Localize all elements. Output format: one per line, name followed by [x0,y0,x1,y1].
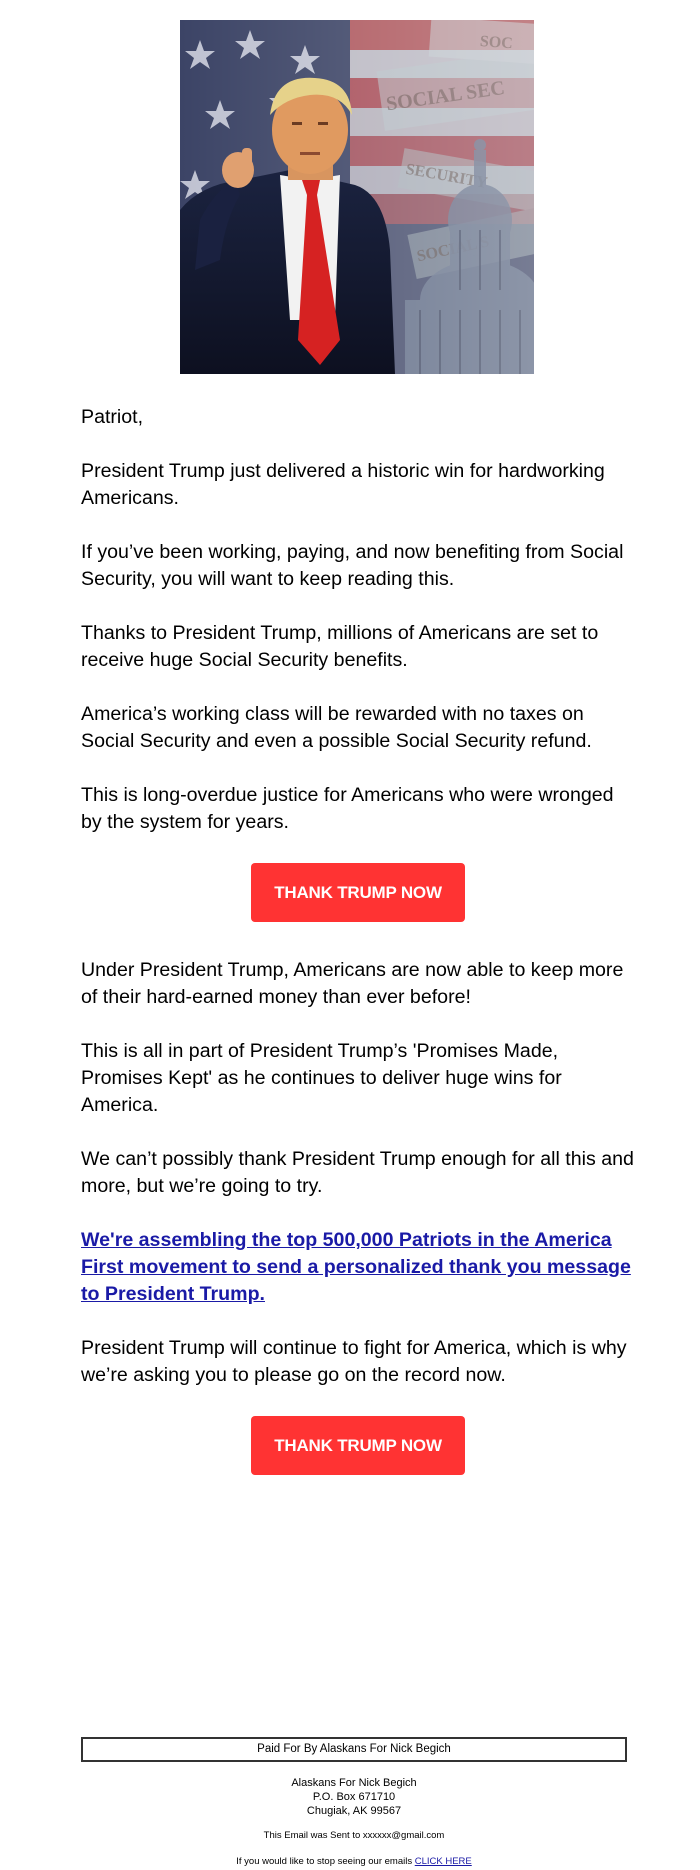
paragraph-keep-reading: If you’ve been working, paying, and now benefiting from Social Security, you will want to keep reading this. [81,541,624,590]
cta-container-top [81,863,635,922]
po-box: P.O. Box 671710 [312,1791,396,1803]
assembling-patriots-link[interactable]: We're assembling the top 500,000 Patriots in the America First movement to send a personalized thank you message to President Trump. [81,1229,631,1305]
unsubscribe-text: If you would like to stop seeing our emails [236,1856,415,1867]
thank-trump-button-top[interactable]: THANK TRUMP NOW [251,863,465,922]
email-body [81,404,635,1510]
paragraph-thank-enough: We can’t possibly thank President Trump enough for all this and more, but we’re going to try. [81,1148,634,1197]
paragraph-on-record: President Trump will continue to fight for America, which is why we’re asking you to please go on the record now. [81,1337,627,1386]
hero-image [180,20,534,374]
email-footer [81,1737,627,1867]
unsubscribe-link[interactable]: CLICK HERE [414,1856,472,1867]
cta-container-bottom [81,1416,635,1475]
unsubscribe-line [81,1856,627,1867]
mailing-address [81,1776,627,1818]
paragraph-promises: This is all in part of President Trump’s 'Promises Made, Promises Kept' as he continues to deliver huge wins for America. [81,1040,562,1116]
thank-trump-button-bottom[interactable]: THANK TRUMP NOW [251,1416,465,1475]
paragraph-justice: This is long-overdue justice for Americans who were wronged by the system for years. [81,784,614,833]
link-paragraph [81,1227,635,1308]
sent-to-notice: This Email was Sent to xxxxxx@gmail.com [263,1830,445,1841]
paragraph-no-taxes: America’s working class will be rewarded with no taxes on Social Security and even a possible Social Security refund. [81,703,592,752]
paragraph-keep-money: Under President Trump, Americans are now able to keep more of their hard-earned money than ever before! [81,959,624,1008]
greeting: Patriot, [81,406,144,428]
paragraph-benefits: Thanks to President Trump, millions of Americans are set to receive huge Social Security benefits. [81,622,599,671]
paragraph-historic-win: President Trump just delivered a historic win for hardworking Americans. [81,460,605,509]
city-state-zip: Chugiak, AK 99567 [306,1805,402,1817]
paid-for-disclaimer: Paid For By Alaskans For Nick Begich [81,1737,627,1762]
org-name: Alaskans For Nick Begich [291,1777,417,1789]
